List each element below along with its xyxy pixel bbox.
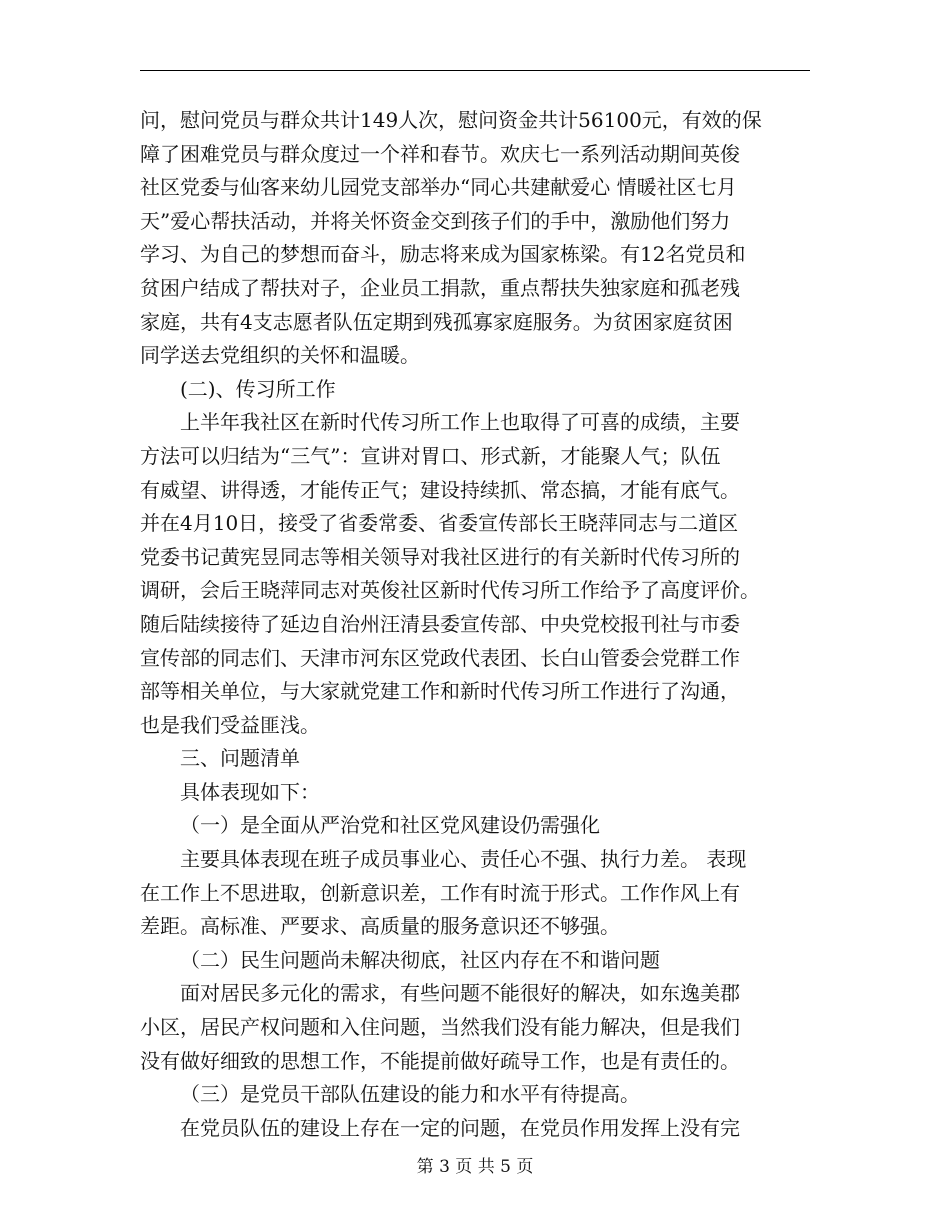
text-line: 调研，会后王晓萍同志对英俊社区新时代传习所工作给予了高度评价。 (140, 578, 760, 603)
text-line: 有威望、讲得透，才能传正气；建设持续抓、常态搞，才能有底气。 (140, 477, 740, 502)
text-line: 随后陆续接待了延边自治州汪清县委宣传部、中央党校报刊社与市委 (140, 611, 740, 636)
text-line: 社区党委与仙客来幼儿园党支部举办“同心共建献爱心 情暖社区七月 (140, 175, 737, 200)
text-line: 没有做好细致的思想工作，不能提前做好疏导工作，也是有责任的。 (140, 1048, 740, 1073)
text-line: 具体表现如下： (180, 779, 320, 804)
text-line: 方法可以归结为“三气”：宣讲对胃口、形式新，才能聚人气；队伍 (140, 443, 721, 468)
text-line: 小区，居民产权问题和入住问题，当然我们没有能力解决，但是我们 (140, 1015, 740, 1040)
text-line: 贫困户结成了帮扶对子，企业员工捐款，重点帮扶失独家庭和孤老残 (140, 275, 740, 300)
text-line: （三）是党员干部队伍建设的能力和水平有待提高。 (180, 1082, 640, 1107)
body-text (140, 104, 810, 1145)
text-line: （二）民生问题尚未解决彻底，社区内存在不和谐问题 (180, 947, 660, 972)
text-line: 问，慰问党员与群众共计149人次，慰问资金共计56100元，有效的保 (140, 108, 762, 132)
text-line: 主要具体表现在班子成员事业心、责任心不强、执行力差。 表现 (180, 847, 747, 872)
text-line: 在党员队伍的建设上存在一定的问题，在党员作用发挥上没有完 (180, 1115, 740, 1140)
text-line: 上半年我社区在新时代传习所工作上也取得了可喜的成绩，主要 (180, 410, 740, 435)
text-line: 差距。高标准、严要求、高质量的服务意识还不够强。 (140, 914, 620, 939)
text-line: 也是我们受益匪浅。 (140, 712, 320, 737)
text-line: 三、问题清单 (180, 746, 300, 771)
text-line: 宣传部的同志们、天津市河东区党政代表团、长白山管委会党群工作 (140, 645, 740, 670)
header-rule (140, 70, 810, 71)
text-line: 在工作上不思进取，创新意识差，工作有时流于形式。工作作风上有 (140, 880, 740, 905)
text-line: 障了困难党员与群众度过一个祥和春节。欢庆七一系列活动期间英俊 (140, 141, 740, 166)
text-line: 学习、为自己的梦想而奋斗，励志将来成为国家栋梁。有12名党员和 (140, 242, 746, 267)
text-line: 家庭，共有4支志愿者队伍定期到残孤寡家庭服务。为贫困家庭贫困 (140, 309, 733, 334)
text-line: 面对居民多元化的需求，有些问题不能很好的解决，如东逸美郡 (180, 981, 740, 1006)
text-line: 党委书记黄宪昱同志等相关领导对我社区进行的有关新时代传习所的 (140, 544, 740, 569)
text-line: 并在4月10日，接受了省委常委、省委宣传部长王晓萍同志与二道区 (140, 511, 739, 536)
text-line: （一）是全面从严治党和社区党风建设仍需强化 (180, 813, 600, 838)
text-line: 天”爱心帮扶活动，并将关怀资金交到孩子们的手中，激励他们努力 (140, 208, 731, 233)
text-line: 同学送去党组织的关怀和温暖。 (140, 343, 420, 368)
page-footer: 第 3 页 共 5 页 (416, 1157, 534, 1177)
text-line: (二)、传习所工作 (180, 376, 336, 401)
text-line: 部等相关单位，与大家就党建工作和新时代传习所工作进行了沟通， (140, 679, 740, 704)
